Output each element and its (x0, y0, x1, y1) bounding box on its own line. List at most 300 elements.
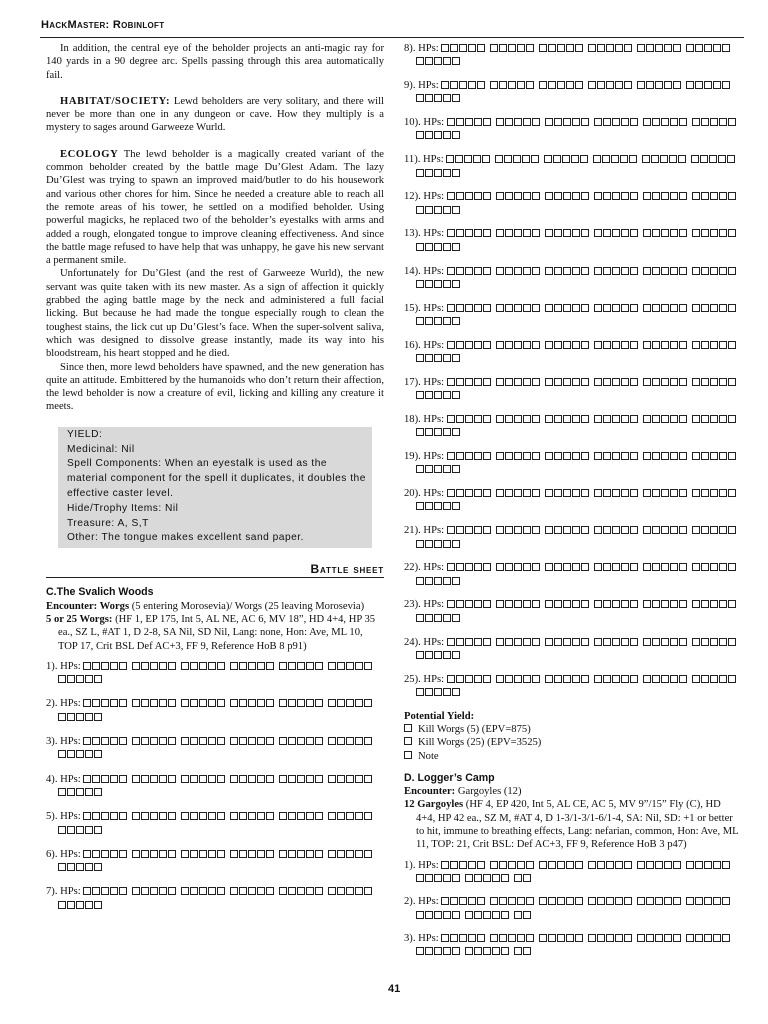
hp-checkbox[interactable] (443, 614, 451, 622)
hp-checkbox[interactable] (208, 737, 216, 745)
hp-checkbox[interactable] (434, 540, 442, 548)
hp-checkbox[interactable] (643, 378, 651, 386)
hp-checkbox[interactable] (58, 788, 66, 796)
hp-checkbox[interactable] (425, 243, 433, 251)
hp-checkbox[interactable] (728, 341, 736, 349)
hp-checkbox[interactable] (630, 341, 638, 349)
hp-checkbox[interactable] (483, 489, 491, 497)
hp-checkbox[interactable] (416, 169, 424, 177)
hp-checkbox[interactable] (425, 502, 433, 510)
hp-checkbox[interactable] (597, 934, 605, 942)
hp-checkbox[interactable] (94, 901, 102, 909)
hp-checkbox[interactable] (643, 118, 651, 126)
hp-checkbox[interactable] (425, 428, 433, 436)
hp-checkbox[interactable] (563, 267, 571, 275)
hp-checkbox[interactable] (190, 887, 198, 895)
hp-checkbox[interactable] (441, 934, 449, 942)
hp-checkbox[interactable] (523, 563, 531, 571)
hp-checkbox[interactable] (532, 415, 540, 423)
hp-checkbox[interactable] (416, 911, 424, 919)
hp-checkbox[interactable] (239, 737, 247, 745)
hp-checkbox[interactable] (673, 897, 681, 905)
hp-checkbox[interactable] (416, 651, 424, 659)
hp-checkbox[interactable] (517, 44, 525, 52)
hp-checkbox[interactable] (416, 94, 424, 102)
hp-checkbox[interactable] (456, 192, 464, 200)
hp-checkbox[interactable] (346, 887, 354, 895)
hp-checkbox[interactable] (67, 788, 75, 796)
hp-checkbox[interactable] (364, 699, 372, 707)
hp-checkbox[interactable] (495, 155, 503, 163)
hp-checkbox[interactable] (545, 526, 553, 534)
hp-checkbox[interactable] (710, 267, 718, 275)
hp-checkbox[interactable] (514, 911, 522, 919)
hp-checkbox[interactable] (594, 563, 602, 571)
hp-checkbox[interactable] (695, 44, 703, 52)
hp-checkbox[interactable] (92, 699, 100, 707)
hp-checkbox[interactable] (346, 699, 354, 707)
hp-checkbox[interactable] (513, 155, 521, 163)
hp-checkbox[interactable] (719, 415, 727, 423)
hp-checkbox[interactable] (443, 688, 451, 696)
hp-checkbox[interactable] (496, 489, 504, 497)
hp-checkbox[interactable] (483, 267, 491, 275)
hp-checkbox[interactable] (673, 81, 681, 89)
hp-checkbox[interactable] (315, 662, 323, 670)
hp-checkbox[interactable] (505, 378, 513, 386)
hp-checkbox[interactable] (523, 911, 531, 919)
hp-checkbox[interactable] (67, 750, 75, 758)
hp-checkbox[interactable] (279, 850, 287, 858)
hp-checkbox[interactable] (621, 118, 629, 126)
hp-checkbox[interactable] (722, 861, 730, 869)
hp-checkbox[interactable] (612, 415, 620, 423)
hp-checkbox[interactable] (230, 775, 238, 783)
hp-checkbox[interactable] (621, 452, 629, 460)
hp-checkbox[interactable] (477, 934, 485, 942)
hp-checkbox[interactable] (602, 155, 610, 163)
hp-checkbox[interactable] (661, 489, 669, 497)
hp-checkbox[interactable] (456, 267, 464, 275)
hp-checkbox[interactable] (581, 192, 589, 200)
hp-checkbox[interactable] (67, 826, 75, 834)
hp-checkbox[interactable] (603, 229, 611, 237)
hp-checkbox[interactable] (523, 638, 531, 646)
hp-checkbox[interactable] (230, 699, 238, 707)
hp-checkbox[interactable] (447, 638, 455, 646)
hp-checkbox[interactable] (544, 155, 552, 163)
hp-checkbox[interactable] (328, 662, 336, 670)
hp-checkbox[interactable] (434, 688, 442, 696)
hp-checkbox[interactable] (670, 452, 678, 460)
hp-checkbox[interactable] (257, 737, 265, 745)
hp-checkbox[interactable] (679, 600, 687, 608)
hp-checkbox[interactable] (447, 341, 455, 349)
hp-checkbox[interactable] (168, 737, 176, 745)
hp-checkbox[interactable] (572, 415, 580, 423)
hp-checkbox[interactable] (581, 341, 589, 349)
hp-checkbox[interactable] (346, 662, 354, 670)
hp-checkbox[interactable] (548, 861, 556, 869)
hp-checkbox[interactable] (425, 651, 433, 659)
hp-checkbox[interactable] (572, 267, 580, 275)
hp-checkbox[interactable] (670, 118, 678, 126)
hp-checkbox[interactable] (499, 44, 507, 52)
hp-checkbox[interactable] (710, 675, 718, 683)
hp-checkbox[interactable] (492, 911, 500, 919)
hp-checkbox[interactable] (496, 229, 504, 237)
hp-checkbox[interactable] (297, 662, 305, 670)
hp-checkbox[interactable] (459, 81, 467, 89)
hp-checkbox[interactable] (248, 662, 256, 670)
hp-checkbox[interactable] (673, 44, 681, 52)
hp-checkbox[interactable] (581, 526, 589, 534)
hp-checkbox[interactable] (465, 600, 473, 608)
hp-checkbox[interactable] (575, 44, 583, 52)
hp-checkbox[interactable] (526, 81, 534, 89)
hp-checkbox[interactable] (597, 897, 605, 905)
hp-checkbox[interactable] (594, 267, 602, 275)
hp-checkbox[interactable] (692, 638, 700, 646)
hp-checkbox[interactable] (443, 317, 451, 325)
hp-checkbox[interactable] (523, 118, 531, 126)
hp-checkbox[interactable] (483, 415, 491, 423)
hp-checkbox[interactable] (563, 192, 571, 200)
hp-checkbox[interactable] (85, 675, 93, 683)
hp-checkbox[interactable] (612, 267, 620, 275)
hp-checkbox[interactable] (239, 662, 247, 670)
hp-checkbox[interactable] (630, 304, 638, 312)
hp-checkbox[interactable] (514, 526, 522, 534)
hp-checkbox[interactable] (517, 897, 525, 905)
hp-checkbox[interactable] (58, 675, 66, 683)
hp-checkbox[interactable] (505, 192, 513, 200)
hp-checkbox[interactable] (572, 675, 580, 683)
hp-checkbox[interactable] (554, 192, 562, 200)
hp-checkbox[interactable] (548, 81, 556, 89)
hp-checkbox[interactable] (615, 934, 623, 942)
hp-checkbox[interactable] (572, 526, 580, 534)
hp-checkbox[interactable] (92, 887, 100, 895)
hp-checkbox[interactable] (190, 737, 198, 745)
hp-checkbox[interactable] (572, 638, 580, 646)
hp-checkbox[interactable] (514, 600, 522, 608)
hp-checkbox[interactable] (434, 391, 442, 399)
hp-checkbox[interactable] (673, 861, 681, 869)
hp-checkbox[interactable] (416, 428, 424, 436)
hp-checkbox[interactable] (456, 118, 464, 126)
hp-checkbox[interactable] (526, 934, 534, 942)
hp-checkbox[interactable] (670, 341, 678, 349)
hp-checkbox[interactable] (629, 155, 637, 163)
hp-checkbox[interactable] (719, 192, 727, 200)
hp-checkbox[interactable] (425, 94, 433, 102)
hp-checkbox[interactable] (505, 415, 513, 423)
hp-checkbox[interactable] (563, 526, 571, 534)
hp-checkbox[interactable] (664, 934, 672, 942)
hp-checkbox[interactable] (643, 192, 651, 200)
hp-checkbox[interactable] (443, 540, 451, 548)
hp-checkbox[interactable] (621, 489, 629, 497)
hp-checkbox[interactable] (612, 452, 620, 460)
hp-checkbox[interactable] (679, 304, 687, 312)
hp-checkbox[interactable] (315, 850, 323, 858)
hp-checkbox[interactable] (548, 897, 556, 905)
hp-checkbox[interactable] (572, 118, 580, 126)
hp-checkbox[interactable] (217, 812, 225, 820)
hp-checkbox[interactable] (603, 341, 611, 349)
hp-checkbox[interactable] (545, 638, 553, 646)
hp-checkbox[interactable] (315, 775, 323, 783)
hp-checkbox[interactable] (447, 452, 455, 460)
hp-checkbox[interactable] (505, 341, 513, 349)
hp-checkbox[interactable] (468, 861, 476, 869)
hp-checkbox[interactable] (434, 243, 442, 251)
hp-checkbox[interactable] (514, 638, 522, 646)
hp-checkbox[interactable] (434, 947, 442, 955)
hp-checkbox[interactable] (364, 737, 372, 745)
hp-checkbox[interactable] (594, 638, 602, 646)
hp-checkbox[interactable] (710, 600, 718, 608)
hp-checkbox[interactable] (346, 812, 354, 820)
hp-checkbox[interactable] (652, 489, 660, 497)
hp-checkbox[interactable] (630, 489, 638, 497)
hp-checkbox[interactable] (168, 662, 176, 670)
hp-checkbox[interactable] (588, 44, 596, 52)
hp-checkbox[interactable] (652, 563, 660, 571)
hp-checkbox[interactable] (643, 489, 651, 497)
hp-checkbox[interactable] (505, 526, 513, 534)
hp-checkbox[interactable] (661, 118, 669, 126)
hp-checkbox[interactable] (465, 638, 473, 646)
hp-checkbox[interactable] (575, 81, 583, 89)
hp-checkbox[interactable] (588, 861, 596, 869)
hp-checkbox[interactable] (545, 229, 553, 237)
hp-checkbox[interactable] (456, 304, 464, 312)
hp-checkbox[interactable] (679, 118, 687, 126)
hp-checkbox[interactable] (581, 378, 589, 386)
hp-checkbox[interactable] (670, 526, 678, 534)
hp-checkbox[interactable] (83, 850, 91, 858)
hp-checkbox[interactable] (652, 267, 660, 275)
hp-checkbox[interactable] (477, 44, 485, 52)
hp-checkbox[interactable] (670, 378, 678, 386)
hp-checkbox[interactable] (416, 391, 424, 399)
hp-checkbox[interactable] (337, 775, 345, 783)
hp-checkbox[interactable] (594, 452, 602, 460)
hp-checkbox[interactable] (465, 489, 473, 497)
hp-checkbox[interactable] (523, 304, 531, 312)
hp-checkbox[interactable] (288, 850, 296, 858)
hp-checkbox[interactable] (337, 662, 345, 670)
hp-checkbox[interactable] (713, 861, 721, 869)
hp-checkbox[interactable] (505, 452, 513, 460)
hp-checkbox[interactable] (85, 750, 93, 758)
hp-checkbox[interactable] (554, 600, 562, 608)
hp-checkbox[interactable] (615, 861, 623, 869)
hp-checkbox[interactable] (416, 874, 424, 882)
hp-checkbox[interactable] (642, 155, 650, 163)
hp-checkbox[interactable] (364, 812, 372, 820)
hp-checkbox[interactable] (532, 563, 540, 571)
hp-checkbox[interactable] (208, 887, 216, 895)
hp-checkbox[interactable] (416, 131, 424, 139)
hp-checkbox[interactable] (441, 861, 449, 869)
hp-checkbox[interactable] (288, 699, 296, 707)
hp-checkbox[interactable] (447, 489, 455, 497)
hp-checkbox[interactable] (416, 614, 424, 622)
hp-checkbox[interactable] (728, 229, 736, 237)
hp-checkbox[interactable] (572, 341, 580, 349)
hp-checkbox[interactable] (523, 229, 531, 237)
hp-checkbox[interactable] (670, 304, 678, 312)
hp-checkbox[interactable] (447, 675, 455, 683)
hp-checkbox[interactable] (539, 897, 547, 905)
hp-checkbox[interactable] (181, 812, 189, 820)
hp-checkbox[interactable] (505, 563, 513, 571)
hp-checkbox[interactable] (465, 675, 473, 683)
hp-checkbox[interactable] (159, 812, 167, 820)
hp-checkbox[interactable] (597, 861, 605, 869)
hp-checkbox[interactable] (337, 699, 345, 707)
hp-checkbox[interactable] (572, 452, 580, 460)
hp-checkbox[interactable] (572, 304, 580, 312)
hp-checkbox[interactable] (679, 415, 687, 423)
hp-checkbox[interactable] (701, 378, 709, 386)
hp-checkbox[interactable] (452, 465, 460, 473)
hp-checkbox[interactable] (474, 911, 482, 919)
hp-checkbox[interactable] (119, 775, 127, 783)
hp-checkbox[interactable] (532, 267, 540, 275)
hp-checkbox[interactable] (452, 354, 460, 362)
hp-checkbox[interactable] (523, 192, 531, 200)
hp-checkbox[interactable] (496, 341, 504, 349)
hp-checkbox[interactable] (443, 465, 451, 473)
hp-checkbox[interactable] (719, 526, 727, 534)
hp-checkbox[interactable] (288, 887, 296, 895)
hp-checkbox[interactable] (434, 502, 442, 510)
hp-checkbox[interactable] (83, 775, 91, 783)
hp-checkbox[interactable] (456, 563, 464, 571)
hp-checkbox[interactable] (501, 911, 509, 919)
hp-checkbox[interactable] (695, 861, 703, 869)
hp-checkbox[interactable] (514, 192, 522, 200)
hp-checkbox[interactable] (76, 750, 84, 758)
hp-checkbox[interactable] (621, 526, 629, 534)
hp-checkbox[interactable] (94, 750, 102, 758)
hp-checkbox[interactable] (496, 638, 504, 646)
hp-checkbox[interactable] (655, 934, 663, 942)
hp-checkbox[interactable] (425, 317, 433, 325)
hp-checkbox[interactable] (474, 229, 482, 237)
hp-checkbox[interactable] (701, 267, 709, 275)
hp-checkbox[interactable] (728, 563, 736, 571)
hp-checkbox[interactable] (465, 947, 473, 955)
hp-checkbox[interactable] (514, 229, 522, 237)
hp-checkbox[interactable] (315, 887, 323, 895)
hp-checkbox[interactable] (545, 563, 553, 571)
hp-checkbox[interactable] (416, 502, 424, 510)
hp-checkbox[interactable] (446, 155, 454, 163)
hp-checkbox[interactable] (67, 901, 75, 909)
hp-checkbox[interactable] (468, 81, 476, 89)
hp-checkbox[interactable] (655, 81, 663, 89)
hp-checkbox[interactable] (728, 118, 736, 126)
hp-checkbox[interactable] (575, 934, 583, 942)
hp-checkbox[interactable] (355, 850, 363, 858)
hp-checkbox[interactable] (297, 699, 305, 707)
hp-checkbox[interactable] (452, 391, 460, 399)
hp-checkbox[interactable] (532, 341, 540, 349)
hp-checkbox[interactable] (483, 563, 491, 571)
hp-checkbox[interactable] (364, 662, 372, 670)
hp-checkbox[interactable] (85, 863, 93, 871)
hp-checkbox[interactable] (355, 737, 363, 745)
hp-checkbox[interactable] (646, 861, 654, 869)
hp-checkbox[interactable] (692, 341, 700, 349)
hp-checkbox[interactable] (580, 155, 588, 163)
hp-checkbox[interactable] (517, 81, 525, 89)
hp-checkbox[interactable] (664, 861, 672, 869)
hp-checkbox[interactable] (168, 812, 176, 820)
hp-checkbox[interactable] (661, 526, 669, 534)
hp-checkbox[interactable] (505, 600, 513, 608)
hp-checkbox[interactable] (557, 934, 565, 942)
hp-checkbox[interactable] (557, 897, 565, 905)
hp-checkbox[interactable] (425, 614, 433, 622)
hp-checkbox[interactable] (425, 169, 433, 177)
hp-checkbox[interactable] (637, 44, 645, 52)
hp-checkbox[interactable] (248, 850, 256, 858)
hp-checkbox[interactable] (159, 662, 167, 670)
hp-checkbox[interactable] (279, 737, 287, 745)
hp-checkbox[interactable] (297, 850, 305, 858)
hp-checkbox[interactable] (588, 81, 596, 89)
hp-checkbox[interactable] (710, 304, 718, 312)
hp-checkbox[interactable] (297, 775, 305, 783)
hp-checkbox[interactable] (630, 267, 638, 275)
hp-checkbox[interactable] (603, 267, 611, 275)
hp-checkbox[interactable] (553, 155, 561, 163)
hp-checkbox[interactable] (217, 662, 225, 670)
hp-checkbox[interactable] (266, 812, 274, 820)
hp-checkbox[interactable] (425, 57, 433, 65)
hp-checkbox[interactable] (572, 600, 580, 608)
hp-checkbox[interactable] (523, 675, 531, 683)
hp-checkbox[interactable] (230, 662, 238, 670)
hp-checkbox[interactable] (465, 452, 473, 460)
hp-checkbox[interactable] (594, 415, 602, 423)
hp-checkbox[interactable] (710, 192, 718, 200)
hp-checkbox[interactable] (208, 775, 216, 783)
hp-checkbox[interactable] (58, 750, 66, 758)
hp-checkbox[interactable] (722, 81, 730, 89)
hp-checkbox[interactable] (701, 489, 709, 497)
hp-checkbox[interactable] (425, 206, 433, 214)
hp-checkbox[interactable] (452, 94, 460, 102)
hp-checkbox[interactable] (719, 267, 727, 275)
hp-checkbox[interactable] (563, 378, 571, 386)
hp-checkbox[interactable] (217, 775, 225, 783)
hp-checkbox[interactable] (355, 775, 363, 783)
hp-checkbox[interactable] (575, 861, 583, 869)
hp-checkbox[interactable] (727, 155, 735, 163)
hp-checkbox[interactable] (496, 415, 504, 423)
hp-checkbox[interactable] (110, 850, 118, 858)
hp-checkbox[interactable] (624, 44, 632, 52)
hp-checkbox[interactable] (548, 934, 556, 942)
hp-checkbox[interactable] (679, 192, 687, 200)
